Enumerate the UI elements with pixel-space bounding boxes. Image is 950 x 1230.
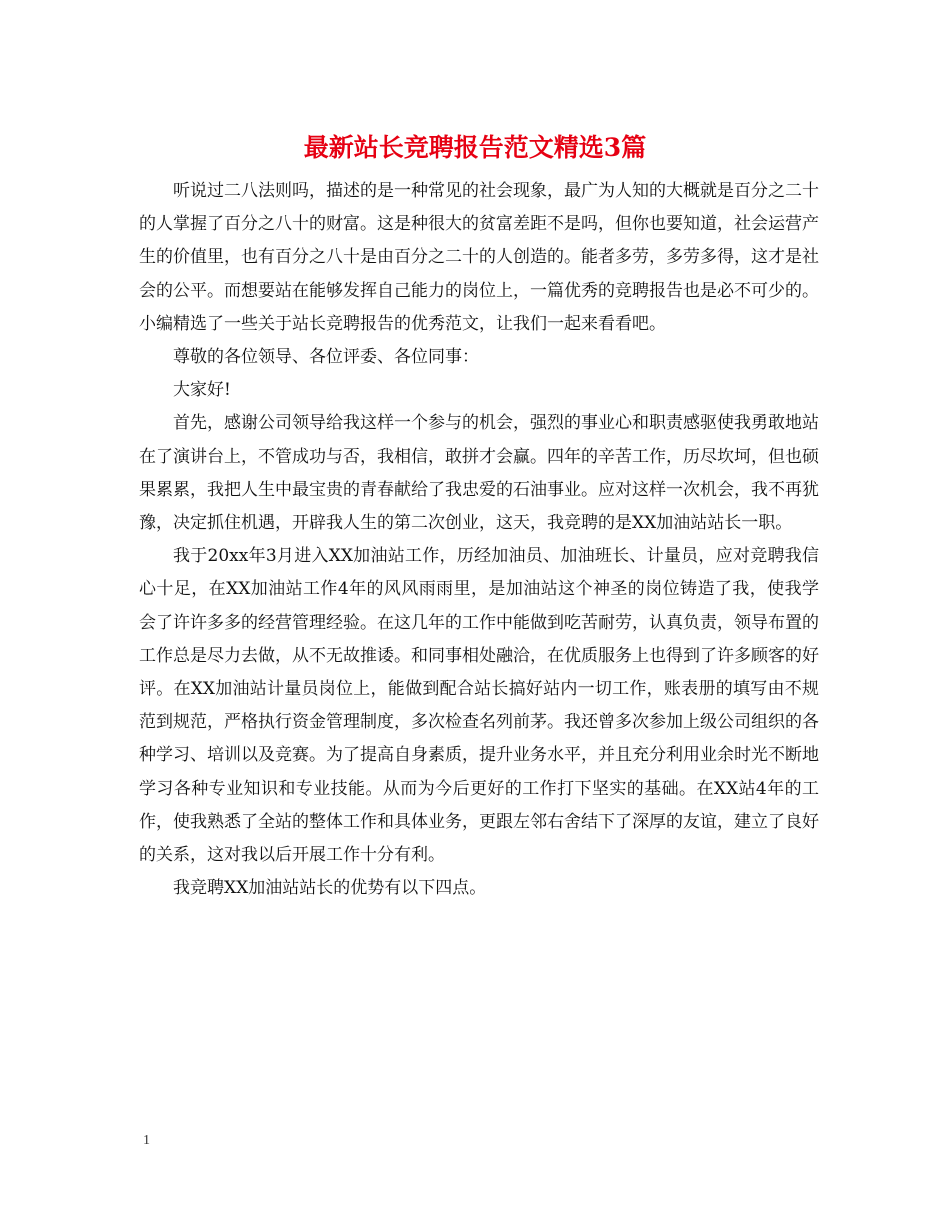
document-title: 最新站长竞聘报告范文精选3篇 [303,133,647,162]
greeting-paragraph: 大家好! [173,380,231,401]
page-number: 1 [143,1133,150,1148]
document-body [139,175,819,905]
advantages-intro-paragraph: 我竞聘XX加油站站长的优势有以下四点。 [173,878,487,899]
salutation-paragraph: 尊敬的各位领导、各位评委、各位同事： [173,347,479,368]
experience-paragraph: 我于20xx年3月进入XX加油站工作，历经加油员、加油班长、计量员，应对竞聘我信心十足，在XX加油站工作4年的风风雨雨里，是加油站这个神圣的岗位铸造了我，使我学会了许许多多的经营管理经验。在这几年的工作中能做到吃苦耐劳，认真负责，领导布置的工作总是尽力去做，从不无故推诿。和同事相处融洽，在优质服务上也得到了许多顾客的好评。在XX加油站计量员岗位上，能做到配合站长搞好站内一切工作，账表册的填写由不规范到规范，严格执行资金管理制度，多次检查名列前茅。我还曾多次参加上级公司组织的各种学习、培训以及竞赛。为了提高自身素质，提升业务水平，并且充分利用业余时光不断地学习各种专业知识和专业技能。从而为今后更好的工作打下坚实的基础。在XX站4年的工作，使我熟悉了全站的整体工作和具体业务，更跟左邻右舍结下了深厚的友谊，建立了良好的关系，这对我以后开展工作十分有利。 [139,546,819,866]
intro-paragraph: 听说过二八法则吗，描述的是一种常见的社会现象，最广为人知的大概就是百分之二十的人掌握了百分之八十的财富。这是种很大的贫富差距不是吗，但你也要知道，社会运营产生的价值里，也有百分之八十是由百分之二十的人创造的。能者多劳，多劳多得，这才是社会的公平。而想要站在能够发挥自己能力的岗位上，一篇优秀的竞聘报告也是必不可少的。小编精选了一些关于站长竞聘报告的优秀范文，让我们一起来看看吧。 [139,181,819,334]
opening-paragraph: 首先，感谢公司领导给我这样一个参与的机会，强烈的事业心和职责感驱使我勇敢地站在了演讲台上，不管成功与否，我相信，敢拼才会赢。四年的辛苦工作，历尽坎坷，但也硕果累累，我把人生中最宝贵的青春献给了我忠爱的石油事业。应对这样一次机会，我不再犹豫，决定抓住机遇，开辟我人生的第二次创业，这天，我竞聘的是XX加油站站长一职。 [139,413,819,534]
